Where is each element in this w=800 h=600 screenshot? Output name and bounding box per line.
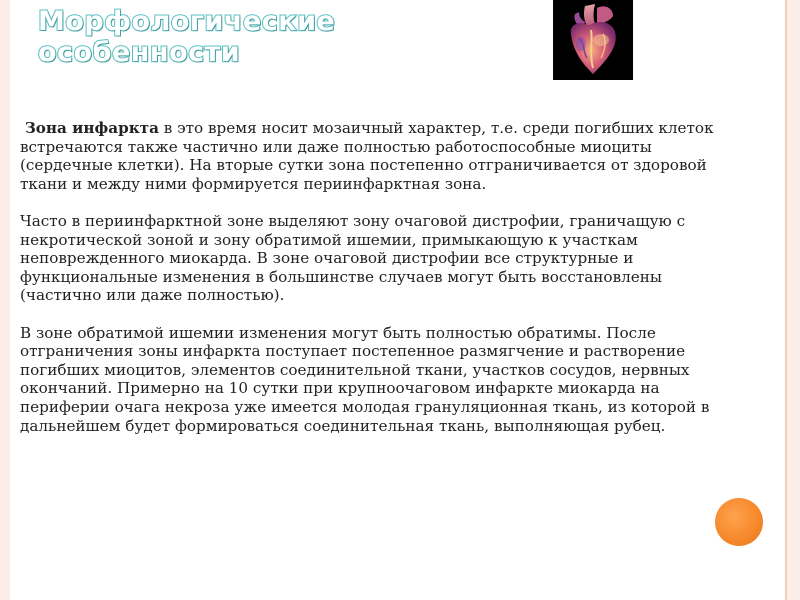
slide-title: Морфологические особенности xyxy=(38,6,336,68)
paragraph-lead: Зона инфаркта xyxy=(24,119,159,137)
paragraph-text: в это время носит мозаичный характер, т.е. среди погибших клеток встречаются также частично или даже полностью работоспособные миоциты (сердечные клетки). На вторые сутки зона постепенно отграничивается от здоровой ткани и между ними формируется периинфарктная зона. xyxy=(20,119,714,193)
heart-icon xyxy=(553,0,633,80)
decorative-orange-circle xyxy=(715,498,763,546)
paragraph-2: Часто в периинфарктной зоне выделяют зону очаговой дистрофии, граничащую с некротической зоной и зону обратимой ишемии, примыкающую к участкам неповрежденного миокарда. В зоне очаговой дистрофии все структурные и функциональные изменения в большинстве случаев могут быть восстановлены (частично или даже полностью). xyxy=(20,211,686,305)
slide-edge-rule xyxy=(785,0,787,600)
paragraph-1 xyxy=(20,119,746,193)
slide-body xyxy=(20,119,746,435)
heart-illustration xyxy=(553,0,633,80)
paragraph-3: В зоне обратимой ишемии изменения могут быть полностью обратимы. После отграничения зоны инфаркта поступает постепенное размягчение и растворение погибших миоцитов, элементов соединительной ткани, участков сосудов, нервных окончаний. Примерно на 10 сутки при крупноочаговом инфаркте миокарда на периферии очага некроза уже имеется молодая грануляционная ткань, из которой в дальнейшем будет формироваться соединительная ткань, выполняющая рубец. xyxy=(20,323,710,435)
